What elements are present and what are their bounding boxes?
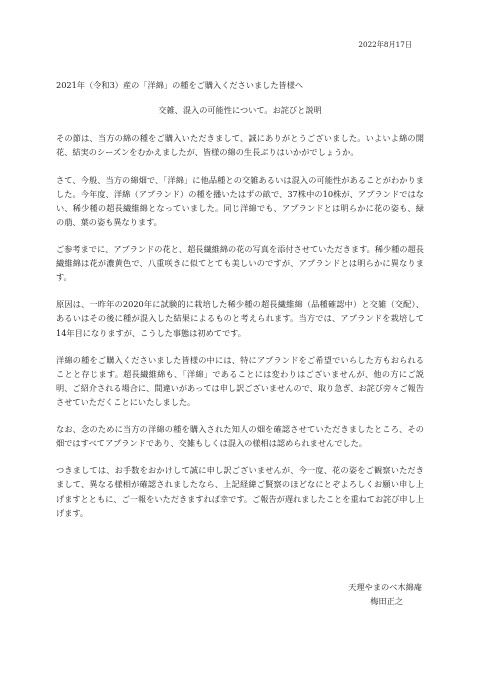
paragraph-thanks: その節は、当方の綿の種をご購入いただきまして、誠にありがとうございました。いよいよ綿の開花、結実のシーズンをむかえましたが、皆様の綿の生長ぶりはいかがでしょうか。 bbox=[56, 133, 424, 158]
letter-title: 交雑、混入の可能性について。お詫びと説明 bbox=[158, 104, 322, 115]
signature-name: 梅田正之 bbox=[370, 596, 404, 607]
paragraph-request: つきましては、お手数をおかけして誠に申し訳ございませんが、今一度、花の姿をご観察いただきまして、異なる様相が確認されましたなら、上記経緯ご賢察のほどなにとぞよろしくお願い申し上げますとともに、ご一報をいただきますれば幸です。ご報告が遅れましたことを重ねてお詫び申し上げます。 bbox=[56, 465, 424, 518]
paragraph-apology: 洋綿の種をご購入くださいました皆様の中には、特にアプランドをご希望でいらした方もおられることと存じます。超長繊維綿も、「洋綿」であることには変わりはございませんが、他の方にご説明、ご紹介される場合に、間違いがあっては申し訳ございませんので、取り急ぎ、お詫び旁々ご報告させていただくことにいたしました。 bbox=[56, 354, 424, 407]
paragraph-cause: 原因は、一昨年の2020年に試験的に栽培した稀少種の超長繊維綿（品種確認中）と交雑（交配）、あるいはその後に種が混入した結果によるものと考えられます。当方では、アプランドを栽培して14年目になりますが、こうした事態は初めてです。 bbox=[56, 299, 424, 338]
paragraph-photos: ご参考までに、アプランドの花と、超長繊維綿の花の写真を添付させていただきます。稀少種の超長繊維綿は花が濃黄色で、八重咲きに似てとても美しいのですが、アプランドとは明らかに異なります。 bbox=[56, 243, 424, 283]
paragraph-verification: なお、念のために当方の洋綿の種を購入された知人の畑を確認させていただきましたところ、その畑ではすべてアプランドであり、交雑もしくは混入の様相は認められませんでした。 bbox=[56, 424, 424, 449]
signature-organization: 天理やまのべ木綿庵 bbox=[348, 582, 422, 592]
paragraph-discovery: さて、今般、当方の綿畑で、「洋綿」に他品種との交雑あるいは混入の可能性があることがわかりました。今年度、洋綿（アプランド）の種を播いたはずの畝で、37株中の10株が、アプランドではない、稀少種の超長繊維綿となっていました。同じ洋綿でも、アプランドとは明らかに花の姿も、緑の萠、葉の姿も異なります。 bbox=[56, 174, 424, 227]
signature-block bbox=[348, 580, 422, 608]
letter-greeting: 2021年（令和3）産の「洋綿」の種をご購入くださいました皆様へ bbox=[56, 80, 304, 90]
letter-date: 2022年8月17日 bbox=[358, 40, 412, 49]
